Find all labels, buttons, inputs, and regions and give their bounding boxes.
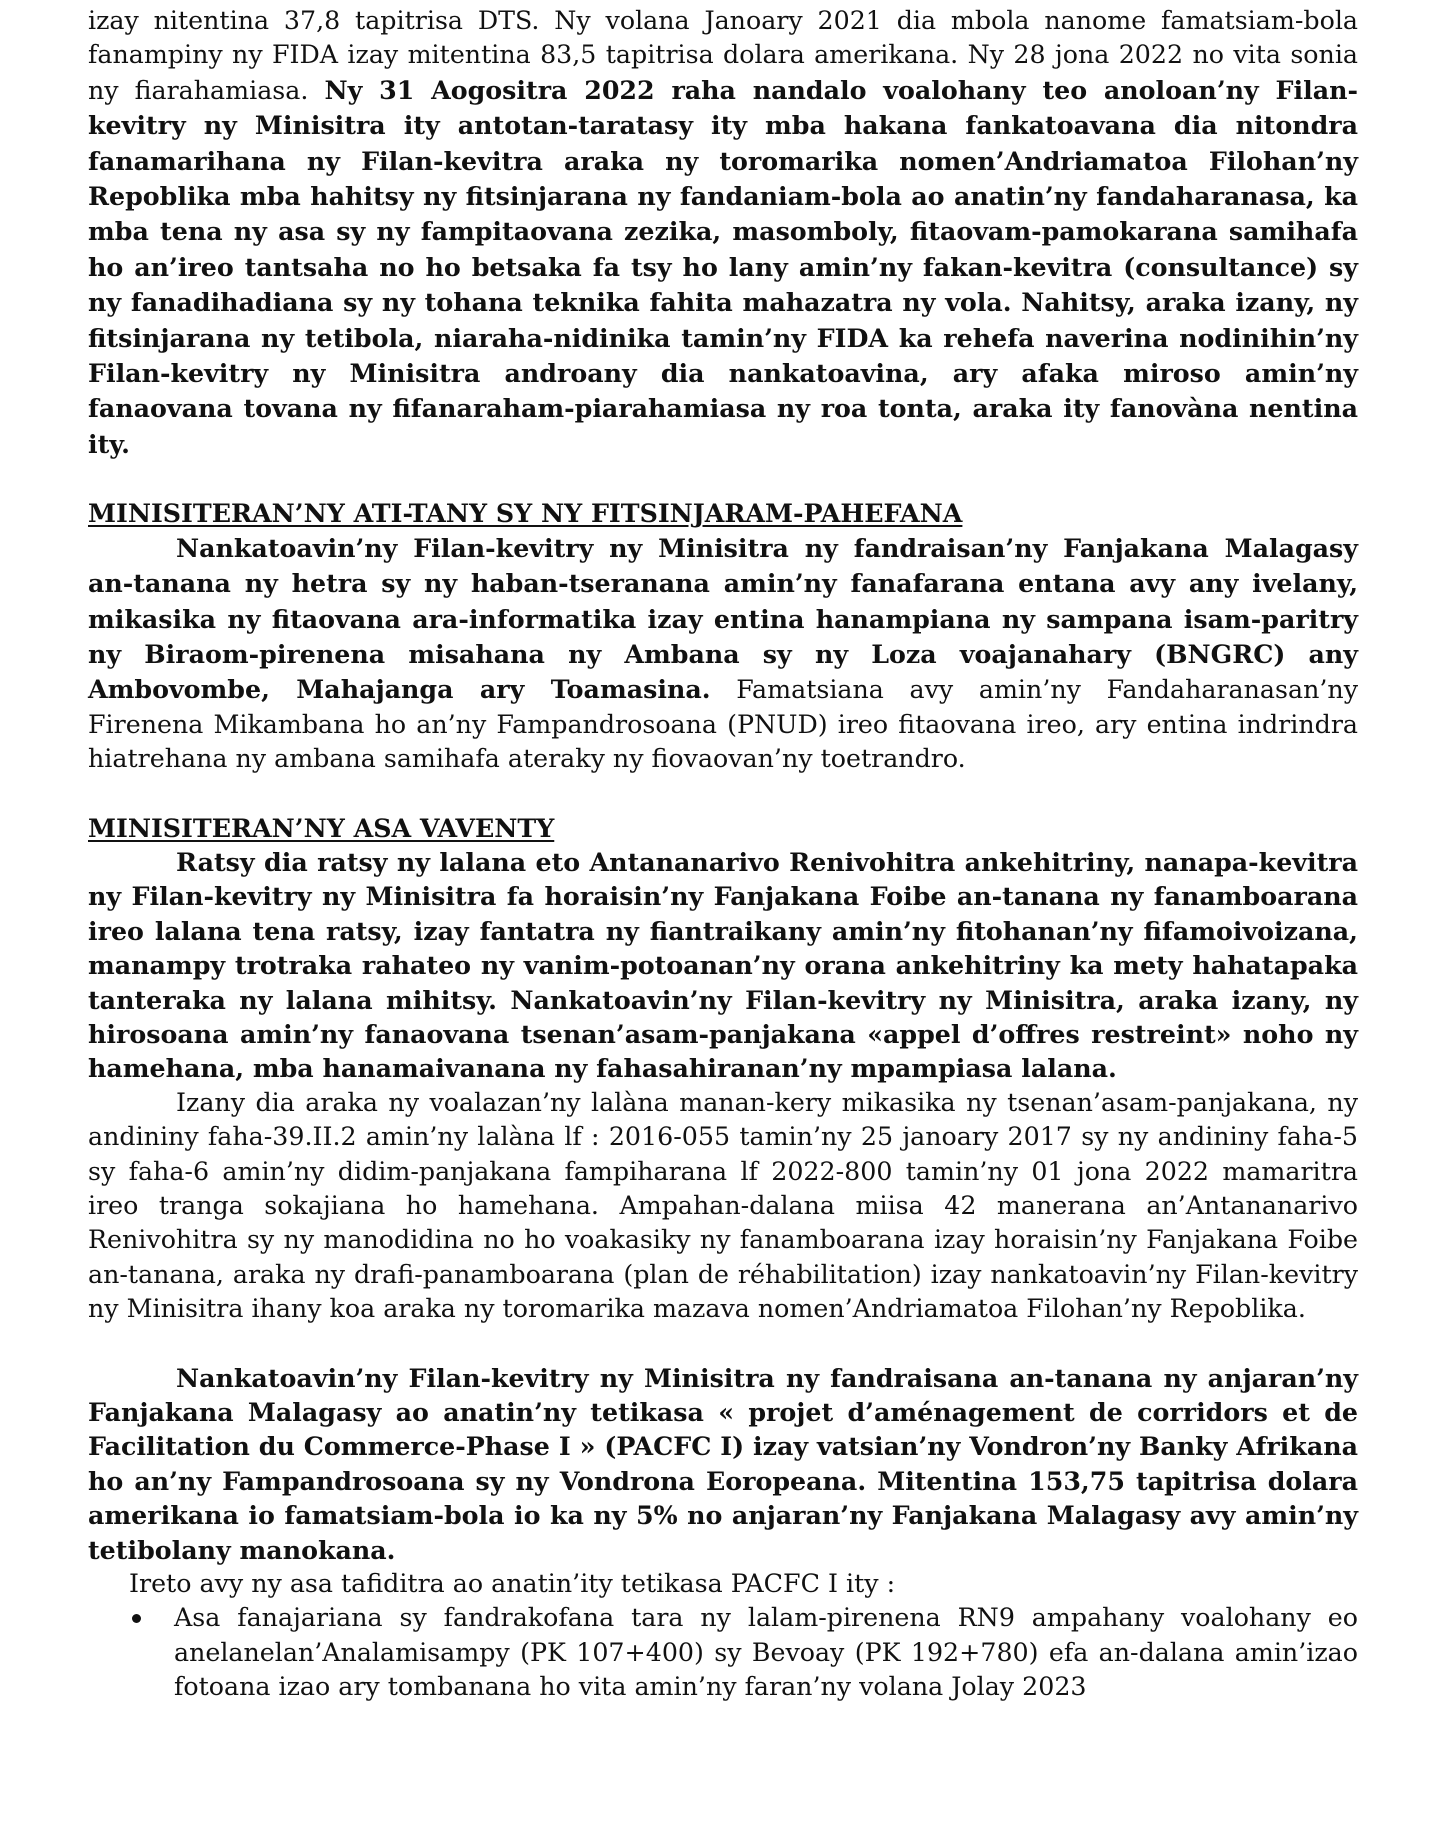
asa-vaventy-bold-paragraph: Ratsy dia ratsy ny lalana eto Antananarivo Renivohitra ankehitriny, nanapa-kevitra ny Filan-kevitry ny Minisitra fa horaisin’ny Fanjakana Foibe an-tanana ny fanamboarana ireo lalana tena ratsy, izay fantatra ny fiantraikany amin’ny fitohanan’ny fifamoivoizana, manampy trotraka rahateo ny vanim-potoanan’ny orana ankehitriny ka mety hahatapaka tanteraka ny lalana mihitsy. Nankatoavin’ny Filan-kevitry ny Minisitra, araka izany, ny hirosoana amin’ny fanaovana tsenan’asam-panjakana «appel d’offres restreint» noho ny hamehana, mba hanamaivanana ny fahasahiranan’ny mpampiasa lalana. — [88, 846, 1358, 1084]
fida-normal-text: izay nitentina 37,8 tapitrisa DTS. Ny volana Janoary 2021 dia mbola nanome famatsiam-bola fanampiny ny FIDA izay mitentina 83,5 tapitrisa dolara amerikana. Ny 28 jona 2022 no vita sonia ny fiarahamiasa. — [88, 6, 1358, 105]
list-item-text: Asa fanajariana sy fandrakofana tara ny lalam-pirenena RN9 ampahany voalohany eo anelanelan’Analamisampy (PK 107+400) sy Bevoay (PK 192+780) efa an-dalana amin’izao fotoana izao ary tombanana ho vita amin’ny faran’ny volana Jolay 2023 — [174, 1603, 1358, 1702]
ati-tany-normal-text: Famatsiana avy amin’ny Fandaharanasan’ny Firenena Mikambana ho an’ny Fampandrosoana (PNUD) ireo fitaovana ireo, ary entina indrindra hiatrehana ny ambana samihafa ateraky ny fiovaovan’ny toetrandro. — [88, 675, 1358, 774]
pacfc-bold-paragraph: Nankatoavin’ny Filan-kevitry ny Minisitra ny fandraisana an-tanana ny anjaran’ny Fanjakana Malagasy ao anatin’ny tetikasa « projet d’aménagement de corridors et de Facilitation du Commerce-Phase I » (PACFC I) izay vatsian’ny Vondron’ny Banky Afrikana ho an’ny Fampandrosoana sy ny Vondrona Eoropeana. Mitentina 153,75 tapitrisa dolara amerikana io famatsiam-bola io ka ny 5% no anjaran’ny Fanjakana Malagasy avy amin’ny tetibolany manokana. — [88, 1362, 1358, 1565]
section-heading-ati-tany: MINISITERAN’NY ATI-TANY SY NY FITSINJARAM-PAHEFANA — [88, 498, 963, 529]
ati-tany-paragraph — [88, 531, 1358, 777]
asa-vaventy-normal-paragraph: Izany dia araka ny voalazan’ny lalàna manan-kery mikasika ny tsenan’asam-panjakana, ny andininy faha-39.II.2 amin’ny lalàna lf : 2016-055 tamin’ny 25 janoary 2017 sy ny andininy faha-5 sy faha-6 amin’ny didim-panjakana fampiharana lf 2022-800 tamin’ny 01 jona 2022 mamaritra ireo tranga sokajiana ho hamehana. Ampahan-dalana miisa 42 manerana an’Antananarivo Renivohitra sy ny manodidina no ho voakasiky ny fanamboarana izay horaisin’ny Fanjakana Foibe an-tanana, araka ny drafi-panamboarana (plan de réhabilitation) izay nankatoavin’ny Filan-kevitry ny Minisitra ihany koa araka ny toromarika mazava nomen’Andriamatoa Filohan’ny Repoblika. — [88, 1087, 1358, 1324]
document-page — [88, 4, 1358, 1705]
fida-paragraph — [88, 4, 1358, 462]
bullet-list — [88, 1601, 1358, 1704]
ati-tany-bold-text: Nankatoavin’ny Filan-kevitry ny Minisitra ny fandraisan’ny Fanjakana Malagasy an-tanana ny hetra sy ny haban-tseranana amin’ny fanafarana entana avy any ivelany, mikasika ny fitaovana ara-informatika izay entina hanampiana ny sampana isam-paritry ny Biraom-pirenena misahana ny Ambana sy ny Loza voajanahary (BNGRC) any Ambovombe, Mahajanga ary Toamasina. — [88, 532, 1358, 705]
list-intro: Ireto avy ny asa tafiditra ao anatin’ity tetikasa PACFC I ity : — [129, 1569, 896, 1599]
section-heading-asa-vaventy: MINISITERAN’NY ASA VAVENTY — [88, 812, 555, 843]
list-item — [88, 1601, 1358, 1704]
fida-bold-text: Ny 31 Aogositra 2022 raha nandalo voalohany teo anoloan’ny Filan-kevitry ny Minisitra ity antotan-taratasy ity mba hakana fankatoavana dia nitondra fanamarihana ny Filan-kevitra araka ny toromarika nomen’Andriamatoa Filohan’ny Repoblika mba hahitsy ny fitsinjarana ny fandaniam-bola ao anatin’ny fandaharanasa, ka mba tena ny asa sy ny fampitaovana zezika, masomboly, fitaovam-pamokarana samihafa ho an’ireo tantsaha no ho betsaka fa tsy ho lany amin’ny fakan-kevitra (consultance) sy ny fanadihadiana sy ny tohana teknika fahita mahazatra ny vola. Nahitsy, araka izany, ny fitsinjarana ny tetibola, niaraha-nidinika tamin’ny FIDA ka rehefa naverina nodinihin’ny Filan-kevitry ny Minisitra androany dia nankatoavina, ary afaka miroso amin’ny fanaovana tovana ny fifanaraham-piarahamiasa ny roa tonta, araka ity fanovàna nentina ity. — [88, 74, 1358, 459]
bullet-icon — [132, 1614, 141, 1623]
